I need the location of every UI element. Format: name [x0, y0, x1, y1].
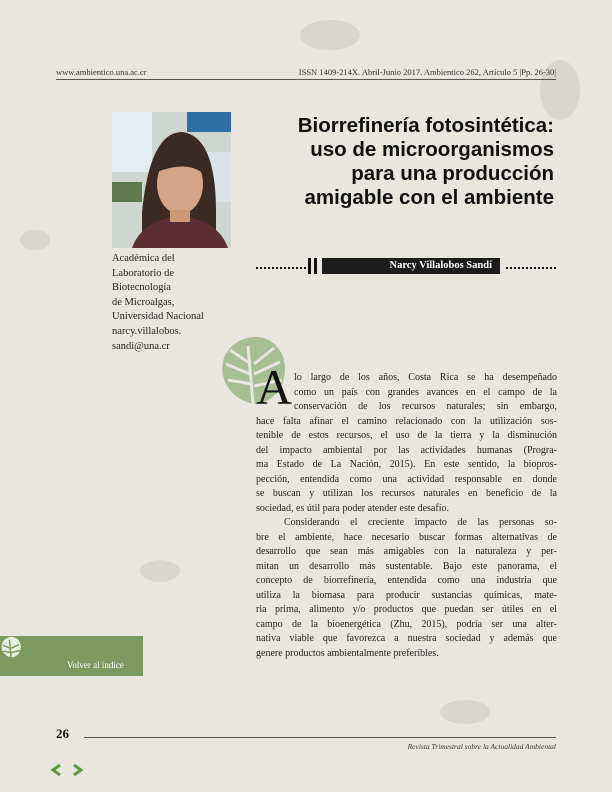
- body-line: lo largo de los años, Costa Rica se ha desempeñado: [294, 372, 557, 383]
- dotted-divider: [256, 267, 306, 269]
- affiliation-line: de Microalgas,: [112, 296, 175, 308]
- affiliation-line: Académica del: [112, 253, 175, 264]
- title-line: amigable con el ambiente: [304, 186, 554, 209]
- paper-texture: [140, 560, 180, 582]
- body-line: sociedad, es útil para poder atender este desafío.: [256, 502, 449, 514]
- bar-ornament: [308, 258, 318, 274]
- author-photo: [112, 112, 231, 248]
- chevron-right-icon[interactable]: [70, 762, 86, 778]
- page-number: 26: [56, 726, 69, 741]
- title-line: Biorrefinería fotosintética:: [297, 114, 554, 137]
- affiliation-line: Biotecnología: [112, 282, 171, 294]
- issn-info: ISSN 1409-214X. Abril-Junio 2017. Ambientico 262, Artículo 5 |Pp. 26-30|: [298, 67, 556, 77]
- title-line: para una producción: [351, 162, 554, 185]
- author-bar: [256, 258, 558, 274]
- body-line: campo de la bioenergética (Zhu, 2015), podría ser una alter-: [256, 618, 557, 630]
- body-line: pección, entendida como una actividad responsable en donde: [256, 473, 557, 485]
- body-line: mitan un desarrollo más sustentable. Bajo este panorama, el: [256, 560, 557, 572]
- body-line: ria prima, alimento y/o productos que puedan ser útiles en el: [256, 604, 557, 615]
- article-title: [254, 114, 554, 210]
- article-body: [256, 371, 557, 661]
- body-line: ma Estado de La Nación, 2015). En este sentido, la biopros-: [256, 459, 557, 470]
- body-line: concepto de biorrefinería, entendida como una industria que: [256, 575, 557, 586]
- body-line: se buscan y utilizan los recursos naturales en beneficio de la: [256, 488, 557, 499]
- title-line: uso de microorganismos: [310, 138, 554, 161]
- email-link[interactable]: sandi@una.cr: [112, 340, 170, 352]
- dotted-divider: [506, 267, 556, 269]
- paper-texture: [20, 230, 50, 250]
- body-line: bre el ambiente, hace necesario buscar formas alternativas de: [256, 531, 557, 543]
- affiliation-line: Universidad Nacional: [112, 311, 204, 323]
- paper-texture: [440, 700, 490, 724]
- body-line: desarrollo que sean más amigables con la naturaleza y per-: [256, 546, 557, 557]
- monstera-leaf-icon: [0, 636, 22, 658]
- body-line: tenible de estos recursos, el uso de la tierra y la disminución: [256, 430, 557, 441]
- body-line: como un país con grandes avances en el campo de la: [294, 386, 557, 398]
- drop-cap: A: [256, 359, 293, 415]
- body-line: conservación de los recursos naturales; sin embargo,: [294, 401, 557, 412]
- body-line: utiliza la biomasa para producir sustancias químicas, mate-: [256, 589, 557, 601]
- footer-divider: [84, 737, 556, 738]
- chevron-left-icon[interactable]: [48, 762, 64, 778]
- email-link[interactable]: narcy.villalobos.: [112, 325, 182, 337]
- author-name: Narcy Villalobos Sandí: [322, 258, 500, 274]
- paper-texture: [300, 20, 360, 50]
- magazine-tagline: Revista Trimestral sobre la Actualidad Ambiental: [407, 742, 556, 751]
- header-divider: [56, 79, 556, 80]
- website-url[interactable]: www.ambientico.una.ac.cr: [56, 67, 147, 77]
- body-line: Considerando el creciente impacto de las personas so-: [284, 517, 557, 528]
- affiliation-line: Laboratorio de: [112, 267, 175, 279]
- body-line: nativa viable que favorezca a nuestra sociedad y además que: [256, 633, 557, 644]
- body-line: del impacto ambiental por las actividades humanas (Progra-: [256, 444, 557, 456]
- body-line: hace falta afinar el camino relacionado con la utilización sos-: [256, 415, 557, 427]
- back-to-index-label[interactable]: Volver al índice: [67, 660, 124, 670]
- body-line: genere productos ambientalmente preferibles.: [256, 647, 439, 659]
